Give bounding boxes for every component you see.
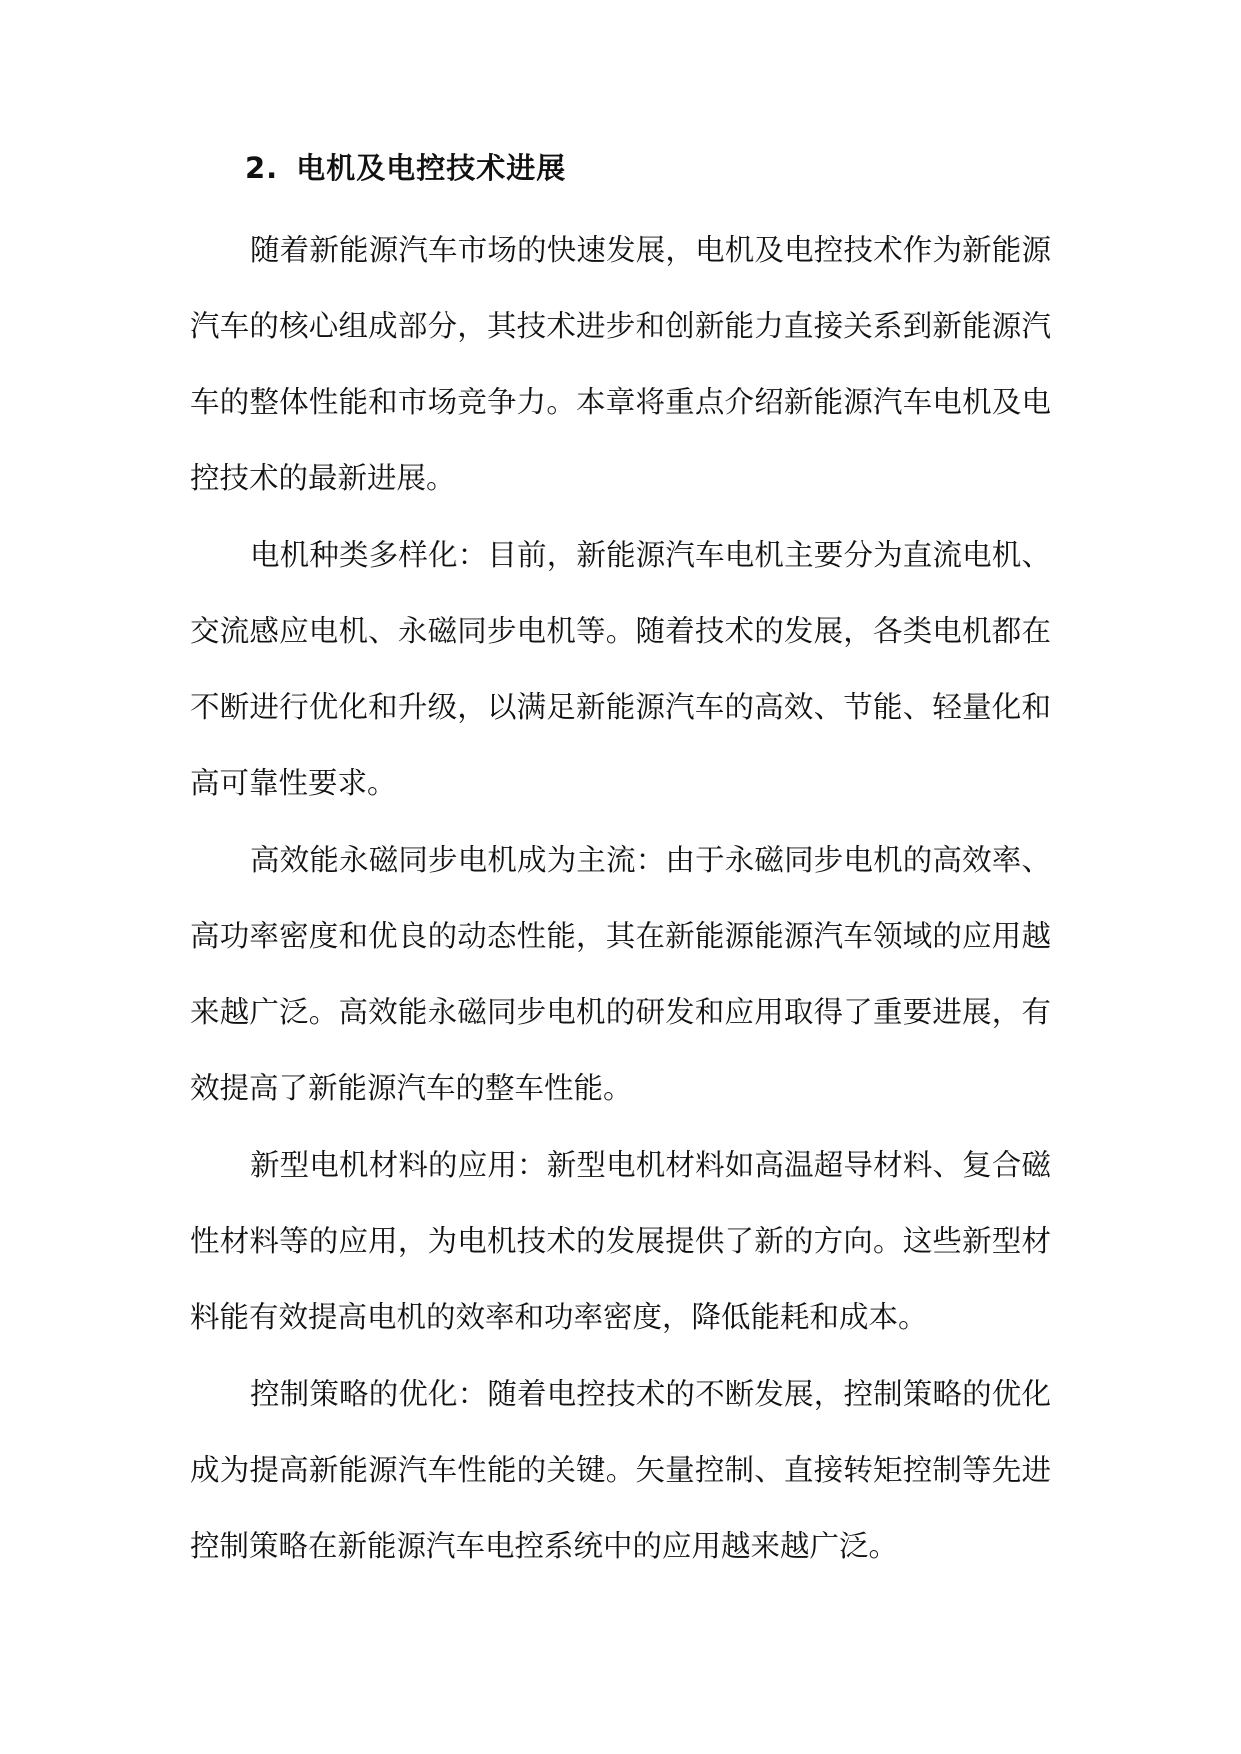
- paragraph-new-materials: 新型电机材料的应用：新型电机材料如高温超导材料、复合磁性材料等的应用，为电机技术的发展提供了新的方向。这些新型材料能有效提高电机的效率和功率密度，降低能耗和成本。: [190, 1148, 1051, 1334]
- section-heading: [245, 148, 566, 188]
- paragraph-intro: 随着新能源汽车市场的快速发展，电机及电控技术作为新能源汽车的核心组成部分，其技术进步和创新能力直接关系到新能源汽车的整体性能和市场竞争力。本章将重点介绍新能源汽车电机及电控技术的最新进展。: [190, 233, 1051, 495]
- paragraph-control-strategy: 控制策略的优化：随着电控技术的不断发展，控制策略的优化成为提高新能源汽车性能的关键。矢量控制、直接转矩控制等先进控制策略在新能源汽车电控系统中的应用越来越广泛。: [190, 1377, 1051, 1563]
- section-title: 电机及电控技术进展: [296, 151, 567, 185]
- paragraph-pmsm: 高效能永磁同步电机成为主流：由于永磁同步电机的高效率、高功率密度和优良的动态性能，其在新能源能源汽车领域的应用越来越广泛。高效能永磁同步电机的研发和应用取得了重要进展，有效提高了新能源汽车的整车性能。: [190, 843, 1051, 1105]
- paragraph-motor-types: 电机种类多样化：目前，新能源汽车电机主要分为直流电机、交流感应电机、永磁同步电机等。随着技术的发展，各类电机都在不断进行优化和升级，以满足新能源汽车的高效、节能、轻量化和高可靠性要求。: [190, 538, 1051, 800]
- section-number: 2.: [245, 151, 279, 185]
